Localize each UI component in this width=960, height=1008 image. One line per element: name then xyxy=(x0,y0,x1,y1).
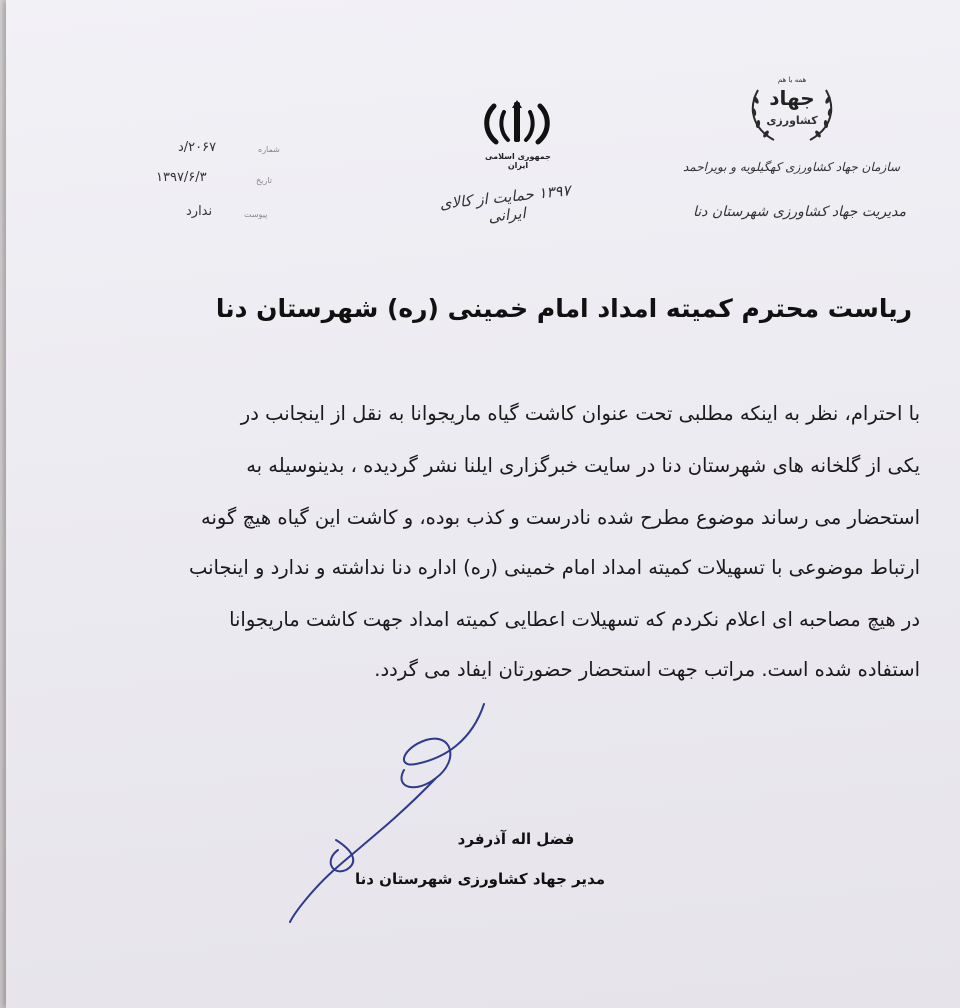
letter-date: ۱۳۹۷/۶/۳ xyxy=(156,170,207,185)
logo-sub-word: کشاورزی xyxy=(766,114,818,127)
letter-date-label: تاریخ xyxy=(256,176,272,185)
letter-attachment-label: پیوست xyxy=(244,210,268,219)
signatory-position: مدیر جهاد کشاورزی شهرستان دنا xyxy=(354,870,606,888)
body-line-6: استفاده شده است. مراتب جهت استحضار حضورتان ایفاد می گردد. xyxy=(374,658,920,681)
body-line-3: استحضار می رساند موضوع مطرح شده نادرست و کذب بوده، و کاشت این گیاه هیچ گونه xyxy=(201,506,920,529)
logo-tagline: همه با هم xyxy=(777,76,807,84)
org-name-county: مدیریت جهاد کشاورزی شهرستان دنا xyxy=(693,204,906,220)
body-line-4: ارتباط موضوعی با تسهیلات کمیته امداد امام خمینی (ره) اداره دنا نداشته و ندارد و اینجانب xyxy=(188,556,920,579)
letter-paper xyxy=(6,0,960,1008)
body-line-1: با احترام، نظر به اینکه مطلبی تحت عنوان کاشت گیاه ماریجوانا به نقل از اینجانب در xyxy=(240,402,920,425)
letter-number: ۲۰۶۷/د xyxy=(178,140,217,155)
letter-number-label: شماره xyxy=(258,145,280,154)
org-name-province: سازمان جهاد کشاورزی کهگیلویه و بویراحمد xyxy=(683,160,900,174)
letter-recipient-title: ریاست محترم کمیته امداد امام خمینی (ره) شهرستان دنا xyxy=(215,294,912,323)
iran-emblem-icon xyxy=(482,98,552,148)
signatory-name: فضل اله آذرفرد xyxy=(457,830,575,848)
logo-main-word: جهاد xyxy=(769,86,815,110)
body-line-2: یکی از گلخانه های شهرستان دنا در سایت خبرگزاری ایلنا نشر گردیده ، بدینوسیله به xyxy=(246,454,920,477)
body-line-5: در هیچ مصاحبه ای اعلام نکردم که تسهیلات اعطایی کمیته امداد جهت کاشت ماریجوانا xyxy=(229,608,920,631)
handwritten-signature xyxy=(276,700,496,930)
letter-attachment: ندارد xyxy=(186,204,213,219)
slogan-text: ۱۳۹۷ حمایت از کالای ایرانی xyxy=(438,181,572,226)
emblem-caption: جمهوری اسلامی ایران xyxy=(485,152,551,170)
